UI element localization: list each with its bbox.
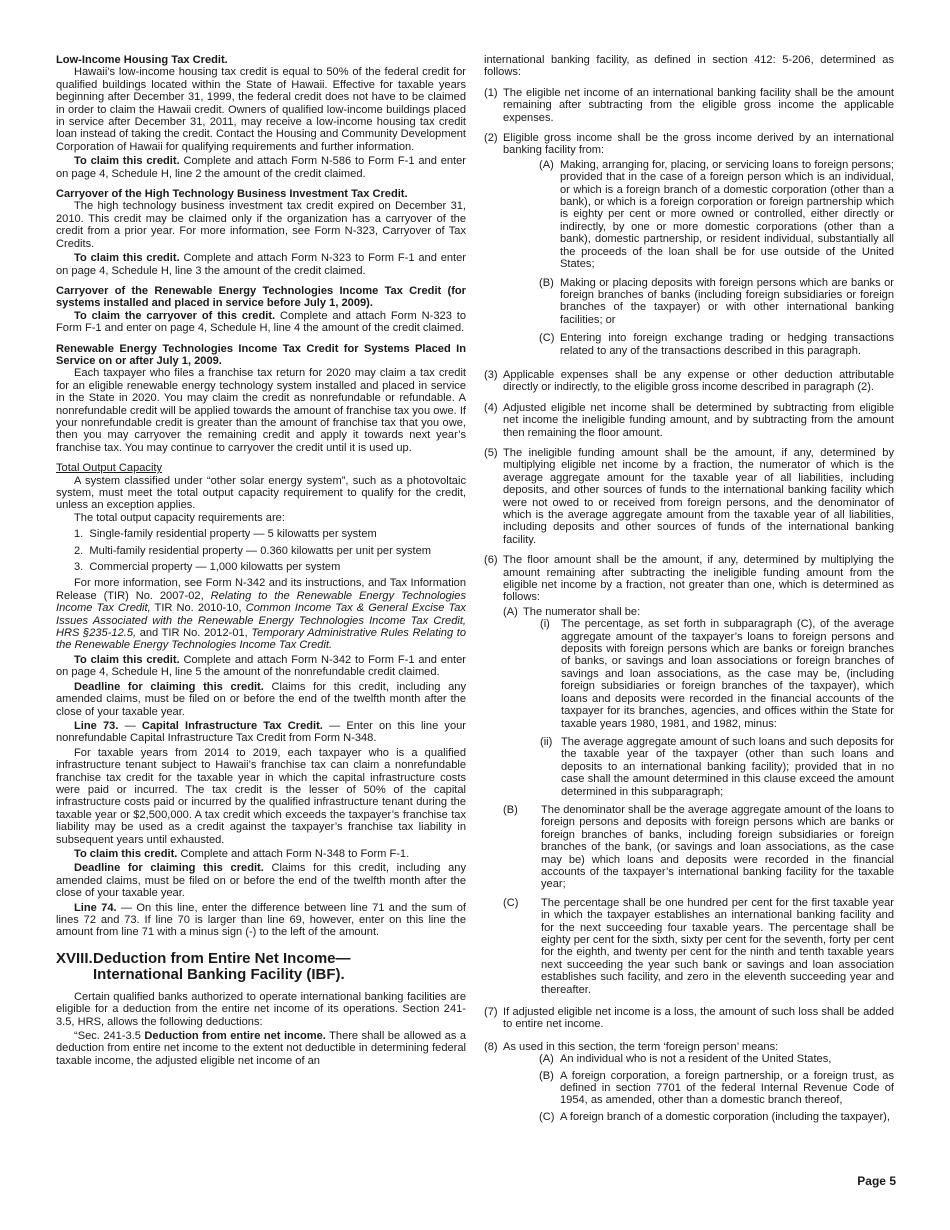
item-roman: (ii): [540, 735, 553, 748]
section-title-line2: International Banking Facility (IBF).: [93, 965, 345, 983]
list-item: [503, 804, 894, 891]
item-letter: (A): [539, 1053, 554, 1066]
item-text: The floor amount shall be the amount, if any, determined by multiplying the amount remaining after subtracting the ineligible funding amount from the eligible net income by a fraction, not greater than one, which is determined as follows:: [503, 554, 894, 604]
item-text: If adjusted eligible net income is a loss, the amount of such loss shall be added to entire net income.: [503, 1006, 894, 1031]
tir-2012-01-title: Temporary Administrative Rules Relating to the Renewable Energy Technologies Income Tax Credit.: [56, 627, 467, 652]
item-text: As used in this section, the term ‘foreign person’ means:: [503, 1040, 779, 1053]
continued-paragraph: international banking facility, as defined in section 412: 5-206, determined as follows:: [484, 54, 894, 79]
cap-claim-label: To claim this credit.: [74, 847, 178, 860]
toc-requirements-list: [56, 528, 466, 573]
ibf-quote-text: There shall be allowed as a deduction from entire net income to the extent not deductible in determining federal taxable income, the adjusted eligible net income of an: [56, 1030, 466, 1067]
line-73-dash: —: [118, 719, 142, 732]
line-74-text: — On this line, enter the difference between line 71 and the sum of lines 72 and 73. If line 70 is larger than line 69, however, enter on this line the amount from line 71 with a minus sign (-) to the left of the amount.: [56, 901, 467, 939]
item-number: (8): [484, 1040, 498, 1053]
item-text: Making, arranging for, placing, or servicing loans to foreign persons; provided that in the case of a foreign person which is an individual, or which is a foreign branch of a domestic corporation (other than a bank), or which is a foreign corporation or foreign partnership which is eighty per cent or more owned or controlled, either directly or indirectly, by one or more domestic corporations (other than a bank), domestic partnership, or resident individual, substantially all the proceeds of the loan shall be for use outside of the United States;: [560, 158, 894, 271]
item-text: The percentage, as set forth in subparagraph (C), of the average aggregate amount of the taxpayer’s loans to foreign persons and deposits with foreign persons which are banks or foreign branches of banks, or savings and loan associations or foreign branches of savings and loan associations, as the case may be, (including foreign subsidiaries or foreign branches of the taxpayer), which loans and deposits were recorded in the financial accounts of the taxpayer for its branches, agencies, and offices within the State for taxable years 1980, 1981, and 1982, minus:: [561, 618, 894, 730]
item-number: (6): [484, 554, 498, 567]
item-letter: (B): [539, 1069, 554, 1082]
item-letter: (C): [539, 1110, 555, 1123]
list-item: [503, 606, 894, 798]
item-roman: (i): [540, 618, 550, 631]
list-item: [503, 1053, 894, 1065]
list-item: 1. Single-family residential property — 5 kilowatts per system: [74, 528, 377, 541]
item-letter: (A): [539, 158, 554, 171]
item-text: The numerator shall be:: [523, 605, 641, 618]
item-number: (3): [484, 368, 498, 381]
ret-heading: Renewable Energy Technologies Income Tax Credit for Systems Placed In Service on or after July 1, 2009.: [56, 342, 466, 367]
cap-deadline-text: Claims for this credit, including any amended claims, must be filed on or before the end of the twelfth month after the close of your taxable year.: [56, 862, 466, 900]
lihtc-claim-label: To claim this credit.: [74, 155, 180, 168]
tir-2007-02-title: Relating to the Renewable Energy Technologies Income Tax Credit,: [56, 589, 466, 615]
line-74: [56, 902, 466, 939]
item-letter: (A): [503, 605, 518, 618]
lihtc-heading: Low-Income Housing Tax Credit.: [56, 54, 228, 66]
item-text: The denominator shall be the average aggregate amount of the loans to foreign persons and deposits with foreign persons which are banks or foreign branches of banks, including foreign subsidiaries or foreign branches of the bank, (or savings and loan associations, as the case may be) which loans and deposits were recorded in the financial accounts of the taxpayer’s international banking facility for the taxable year;: [541, 803, 894, 891]
list-item: [521, 736, 894, 798]
ibf-quote-text: “Sec. 241-3.5: [74, 1030, 145, 1043]
list-item: [484, 1006, 894, 1031]
lihtc-claim: [56, 155, 466, 180]
list-item: [484, 554, 894, 996]
item-letter: (B): [503, 803, 518, 816]
cap-deadline-label: Deadline for claiming this credit.: [74, 862, 264, 875]
list-item: [484, 369, 894, 394]
item-text: Making or placing deposits with foreign persons which are banks or foreign branches of banks (including foreign subsidiaries or foreign branches of the taxpayer) or with other international banking facilities; or: [560, 276, 894, 326]
line-73: [56, 720, 466, 745]
toc-paragraph: A system classified under “other solar energy system”, such as a photovoltaic system, must meet the total output capacity requirement to qualify for the credit, unless an exception applies.: [56, 474, 466, 512]
ret-paragraph: Each taxpayer who files a franchise tax return for 2020 may claim a tax credit for an eligible renewable energy technology system installed and placed in service in the State in 2020. You may claim the credit as nonrefundable or refundable. A nonrefundable credit will be applied towards the amount of franchise tax you owe. If your nonrefundable credit is greater than the amount of franchise tax that you owe, then you may carryover the remaining credit and apply it towards next year’s franchise tax. You may continue to carryover the credit until it is used up.: [56, 367, 466, 454]
ret-carryover-claim: [56, 310, 466, 335]
list-item: [503, 897, 894, 996]
total-output-capacity-heading: Total Output Capacity: [56, 462, 163, 475]
ret-deadline-text: Claims for this credit, including any amended claims, must be filed on or before the end of the twelfth month after the close of your taxable year.: [56, 680, 466, 718]
lihtc-claim-text: Complete and attach Form N-586 to Form F-1 and enter on page 4, Schedule H, line 2 the amount of the credit claimed.: [56, 155, 466, 180]
page-number: Page 5: [857, 1174, 896, 1188]
list-item: [484, 402, 894, 439]
item-number: (4): [484, 401, 498, 414]
item-text: Adjusted eligible net income shall be determined by subtracting from eligible net income the ineligible funding amount, and by subtracting from the amount then remaining the floor amount.: [503, 401, 894, 439]
item-text: The eligible net income of an international banking facility shall be the amount remaining after subtracting from the eligible gross income the applicable expenses.: [503, 86, 894, 124]
line-73-text: — Enter on this line your nonrefundable Capital Infrastructure Tax Credit from Form N-348.: [56, 719, 466, 745]
section-number: XVIII.: [56, 949, 93, 967]
capital-infrastructure-paragraph: For taxable years from 2014 to 2019, each taxpayer who is a qualified infrastructure tenant subject to Hawaii’s franchise tax can claim a nonrefundable franchise tax credit for the taxable year in which the capital infrastructure costs were paid or incurred. The tax credit is the lesser of 50% of the capital infrastructure costs paid or incurred by the qualified infrastructure tenant during the taxable year or $2,500,000. A tax credit which exceeds the taxpayer’s franchise tax liability may be used as a credit against the taxpayer’s franchise tax liability in subsequent years until exhausted.: [56, 746, 466, 846]
htb-claim: [56, 252, 466, 277]
list-item: [503, 1070, 894, 1107]
list-item: 3. Commercial property — 1,000 kilowatts per system: [74, 561, 341, 574]
cap-claim-text: Complete and attach Form N-348 to Form F-1.: [177, 847, 410, 860]
htb-heading: Carryover of the High Technology Business Investment Tax Credit.: [56, 188, 408, 201]
more-info-paragraph: [56, 577, 466, 651]
ret-carryover-heading: Carryover of the Renewable Energy Technologies Income Tax Credit (for systems installed and placed in service before July 1, 2009).: [56, 284, 466, 310]
left-column: [56, 54, 466, 1067]
cap-deadline: [56, 862, 466, 899]
item-text: The average aggregate amount of such loans and such deposits for the taxable year of the taxpayer (other than such loans and deposits to an international banking facility); provided that in no case shall the amount determined in this clause exceed the amount determined in this subparagraph;: [561, 735, 894, 798]
list-item: [484, 447, 894, 546]
more-info-text: and TIR No. 2012-01,: [136, 627, 252, 640]
htb-claim-text: Complete and attach Form N-323 to Form F-1 and enter on page 4, Schedule H, line 3 the amount of the credit claimed.: [56, 252, 466, 277]
item-letter: (B): [539, 276, 554, 289]
section-xviii-heading: [56, 951, 466, 983]
list-item: [503, 277, 894, 327]
item-letter: (C): [539, 332, 555, 345]
right-column: [484, 54, 894, 1123]
ret-claim: [56, 654, 466, 679]
toc-requirements-intro: The total output capacity requirements are:: [74, 511, 285, 524]
more-info-text: For more information, see Form N-342 and its instructions, and Tax Information Release (TIR) No. 2007-02,: [56, 577, 466, 602]
ibf-quote: [56, 1030, 466, 1067]
item-text: An individual who is not a resident of the United States,: [560, 1053, 832, 1066]
item-text: The ineligible funding amount shall be the amount, if any, determined by multiplying eligible net income by a fraction, the numerator of which is the average aggregate amount for the taxable year of all liabilities, including deposits, and other sources of funds to the international banking facility which were not owed to or received from foreign persons, and the denominator of which is the average aggregate amount from the taxable year of all liabilities, including deposits and other sources of funds of the international banking facility.: [503, 446, 894, 546]
item-number: (2): [484, 132, 498, 145]
list-item: [484, 87, 894, 124]
more-info-text: TIR No. 2010-10,: [150, 602, 246, 615]
cap-claim: [56, 848, 466, 860]
ret-deadline-label: Deadline for claiming this credit.: [74, 680, 264, 693]
htb-claim-label: To claim this credit.: [74, 252, 180, 265]
list-item: [484, 132, 894, 357]
ibf-quote-title: Deduction from entire net income.: [144, 1030, 326, 1043]
ret-carryover-claim-label: To claim the carryover of this credit.: [74, 309, 276, 322]
ret-deadline: [56, 681, 466, 718]
section-title-line1: Deduction from Entire Net Income—: [93, 949, 351, 967]
list-item: [484, 1041, 894, 1123]
item-number: (5): [484, 446, 498, 459]
tir-2010-10-title: Common Income Tax & General Excise Tax Issues Associated with the Renewable Energy Technologies Income Tax Credit, HRS §235-12.5,: [56, 602, 466, 640]
ret-claim-text: Complete and attach Form N-342 to Form F-1 and enter on page 4, Schedule H, line 5 the amount of the nonrefundable credit claimed.: [56, 653, 466, 679]
line-74-label: Line 74.: [74, 901, 117, 914]
list-item: [521, 618, 894, 730]
item-text: A foreign branch of a domestic corporation (including the taxpayer),: [560, 1110, 890, 1123]
item-number: (1): [484, 86, 498, 99]
list-item: [503, 332, 894, 357]
list-item: 2. Multi-family residential property — 0.360 kilowatts per unit per system: [74, 544, 431, 557]
item-text: Entering into foreign exchange trading or hedging transactions related to any of the transactions described in this paragraph.: [560, 332, 894, 357]
item-text: Applicable expenses shall be any expense or other deduction attributable directly or indirectly, to the eligible gross income described in paragraph (2).: [503, 368, 894, 394]
list-item: [503, 1111, 894, 1123]
item-text: A foreign corporation, a foreign partnership, or a foreign trust, as defined in section 7701 of the federal Internal Revenue Code of 1954, as amended, other than a domestic branch thereof,: [560, 1069, 894, 1107]
item-text: The percentage shall be one hundred per cent for the first taxable year in which the taxpayer establishes an international banking facility and for the next succeeding four taxable years. The percentage shall be eighty per cent for the sixth, sixty per cent for the seventh, forty per cent for the eighth, and twenty per cent for the ninth and tenth taxable years next succeeding the year such bank or savings and loan association establishes such facility, and zero in the eleventh succeeding year and thereafter.: [541, 896, 894, 996]
list-item: [503, 159, 894, 271]
item-letter: (C): [503, 896, 519, 909]
lihtc-paragraph: Hawaii’s low-income housing tax credit is equal to 50% of the federal credit for qualified buildings located within the State of Hawaii. Effective for taxable years beginning after December 31, 1999, the federal credit does not have to be claimed in order to claim the Hawaii credit. Owners of qualified low-income buildings placed in service after December 31, 2011, may receive a low-income housing tax credit loan instead of taking the credit. Contact the Housing and Community Development Corporation of Hawaii for qualifying requirements and further information.: [56, 66, 466, 153]
line-73-label: Line 73.: [74, 719, 119, 732]
htb-paragraph: The high technology business investment tax credit expired on December 31, 2010. This credit may be claimed only if the organization has a carryover of the credit from a prior year. For more information, see Form N-323, Carryover of Tax Credits.: [56, 200, 466, 250]
ret-claim-label: To claim this credit.: [74, 653, 180, 666]
ibf-paragraph: Certain qualified banks authorized to operate international banking facilities are eligible for a deduction from the entire net income of its operations. Section 241-3.5, HRS, allows the following deductions:: [56, 990, 466, 1028]
ret-carryover-claim-text: Complete and attach Form N-323 to Form F-1 and enter on page 4, Schedule H, line 4 the amount of the credit claimed.: [56, 309, 466, 335]
item-text: Eligible gross income shall be the gross income derived by an international banking facility from:: [503, 132, 894, 157]
item-number: (7): [484, 1006, 498, 1019]
line-73-title: Capital Infrastructure Tax Credit.: [141, 719, 323, 732]
